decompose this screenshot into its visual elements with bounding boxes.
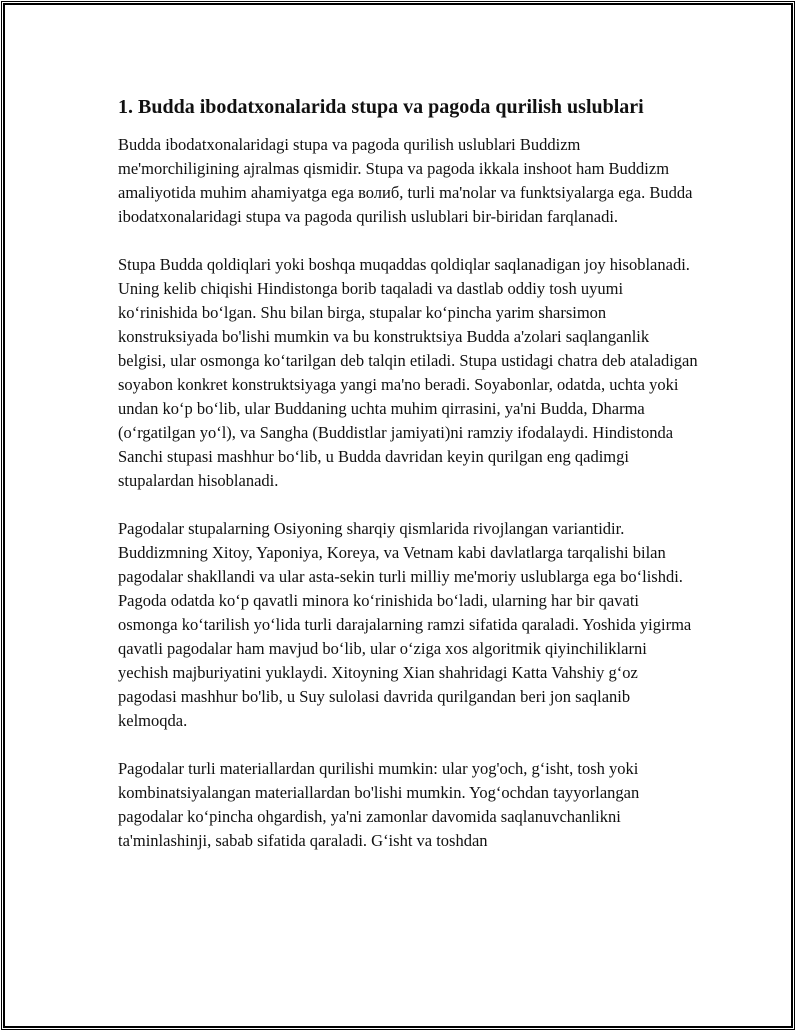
paragraph-materials: Pagodalar turli materiallardan qurilishi mumkin: ular yog'och, g‘isht, tosh yoki kombinatsiyalangan materiallardan bo'lishi mumkin. Yog‘ochdan tayyorlangan pagodalar ko‘pincha ohgardish, ya'ni zamonlar davomida saqlanuvchanlikni ta'minlashinji, sabab sifatida qaraladi. G‘isht va toshdan (118, 759, 640, 850)
document-body (118, 93, 698, 877)
section-heading: 1. Budda ibodatxonalarida stupa va pagoda qurilish uslublari (118, 96, 644, 118)
paragraph-pagoda: Pagodalar stupalarning Osiyoning sharqiy qismlarida rivojlangan variantidir. Buddizmning Xitoy, Yaponiya, Koreya, va Vetnam kabi davlatlarga tarqalishi bilan pagodalar shakllandi va ular asta-sekin turli milliy me'moriy uslublarga ega bo‘lishdi. Pagoda odatda ko‘p qavatli minora ko‘rinishida bo‘ladi, ularning har bir qavati osmonga ko‘tarilish yo‘lida turli darajalarning ramzi sifatida qaraladi. Yoshida yigirma qavatli pagodalar ham mavjud bo‘lib, ular o‘ziga xos algoritmik qiyinchiliklarni yechish majburiyatini yuklaydi. Xitoyning Xian shahridagi Katta Vahshiy g‘oz pagodasi mashhur bo'lib, u Suy sulolasi davrida qurilgandan beri jon saqlanib kelmoqda. (118, 519, 692, 730)
paragraph-intro: Budda ibodatxonalaridagi stupa va pagoda qurilish uslublari Buddizm me'morchiligining ajralmas qismidir. Stupa va pagoda ikkala inshoot ham Buddizm amaliyotida muhim ahamiyatga ega волиб, turli ma'nolar va funktsiyalarga ega. Budda ibodatxonalaridagi stupa va pagoda qurilish uslublari bir-biridan farqlanadi. (118, 135, 693, 226)
paragraph-stupa: Stupa Budda qoldiqlari yoki boshqa muqaddas qoldiqlar saqlanadigan joy hisoblanadi. Uning kelib chiqishi Hindistonga borib taqaladi va dastlab oddiy tosh uyumi ko‘rinishida bo‘lgan. Shu bilan birga, stupalar ko‘pincha yarim sharsimon konstruksiyada bo'lishi mumkin va bu konstruktsiya Budda a'zolari saqlanganlik belgisi, ular osmonga ko‘tarilgan deb talqin etiladi. Stupa ustidagi chatra deb ataladigan soyabon konkret konstruktsiyaga yangi ma'no beradi. Soyabonlar, odatda, uchta yoki undan ko‘p bo‘lib, ular Buddaning uchta muhim qirrasini, ya'ni Budda, Dharma (o‘rgatilgan yo‘l), va Sangha (Buddistlar jamiyati)ni ramziy ifodalaydi. Hindistonda Sanchi stupasi mashhur bo‘lib, u Budda davridan keyin qurilgan eng qadimgi stupalardan hisoblanadi. (118, 255, 698, 490)
